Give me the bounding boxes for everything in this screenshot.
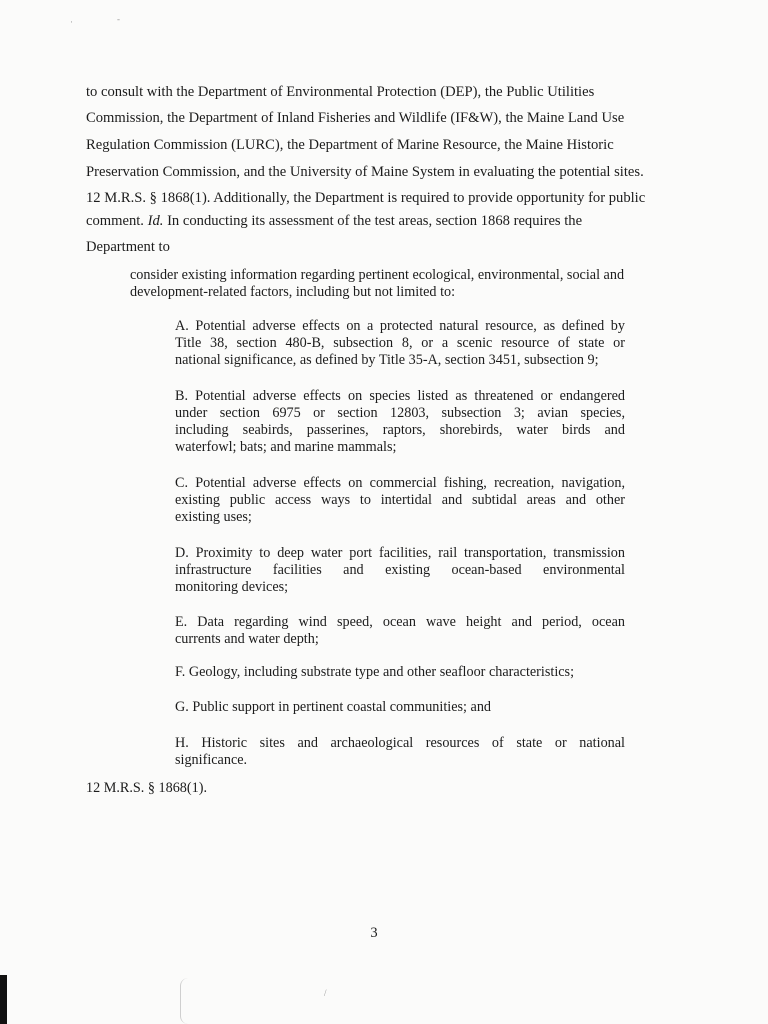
- list-item-e: [175, 614, 625, 648]
- item-line: H. Historic sites and archaeological resources of state or national: [175, 735, 625, 751]
- item-line: significance.: [175, 752, 248, 768]
- page-number: 3: [370, 925, 378, 941]
- item-line: existing public access ways to intertidal and subtidal areas and other: [175, 492, 625, 508]
- item-line: waterfowl; bats; and marine mammals;: [175, 439, 397, 455]
- body-text: comment.: [86, 213, 148, 229]
- item-line: currents and water depth;: [175, 631, 319, 647]
- item-line: infrastructure facilities and existing ocean-based environmental: [175, 562, 625, 578]
- item-line: including seabirds, passerines, raptors, shorebirds, water birds and: [175, 422, 625, 438]
- body-line: Commission, the Department of Inland Fisheries and Wildlife (IF&W), the Maine Land Use: [86, 110, 625, 126]
- scan-speck: ·: [70, 17, 73, 27]
- item-line: Title 38, section 480-B, subsection 8, or a scenic resource of state or: [175, 335, 625, 351]
- body-text: In conducting its assessment of the test areas, section 1868 requires the: [163, 213, 583, 229]
- item-line: B. Potential adverse effects on species listed as threatened or endangered: [175, 388, 625, 404]
- item-line: existing uses;: [175, 509, 252, 525]
- list-item-d: [175, 545, 625, 596]
- body-line: Regulation Commission (LURC), the Department of Marine Resource, the Maine Historic: [86, 137, 614, 153]
- body-line: Department to: [86, 239, 170, 255]
- statute-citation: 12 M.R.S. § 1868(1).: [86, 780, 207, 796]
- item-line: under section 6975 or section 12803, subsection 3; avian species,: [175, 405, 625, 421]
- body-line: [86, 212, 582, 230]
- item-line: C. Potential adverse effects on commercial fishing, recreation, navigation,: [175, 475, 625, 491]
- body-line: Preservation Commission, and the University of Maine System in evaluating the potential sites.: [86, 164, 644, 180]
- scan-speck: /: [324, 988, 327, 998]
- item-line: A. Potential adverse effects on a protected natural resource, as defined by: [175, 318, 625, 334]
- quote-line: consider existing information regarding pertinent ecological, environmental, social and: [130, 267, 625, 283]
- id-citation: Id.: [147, 213, 164, 229]
- body-line: to consult with the Department of Environmental Protection (DEP), the Public Utilities: [86, 84, 595, 100]
- item-line: monitoring devices;: [175, 579, 289, 595]
- list-item-f: [175, 664, 625, 681]
- quote-line: development-related factors, including but not limited to:: [130, 284, 456, 300]
- scan-artifact: [180, 978, 191, 1024]
- list-item-b: [175, 388, 625, 456]
- scan-edge: [0, 975, 7, 1024]
- item-line: F. Geology, including substrate type and other seafloor characteristics;: [175, 664, 575, 680]
- list-item-h: [175, 735, 625, 769]
- list-item-c: [175, 475, 625, 526]
- body-line: 12 M.R.S. § 1868(1). Additionally, the Department is required to provide opportunity for public: [86, 190, 646, 206]
- item-line: G. Public support in pertinent coastal communities; and: [175, 699, 492, 715]
- list-item-a: [175, 318, 625, 369]
- item-line: E. Data regarding wind speed, ocean wave height and period, ocean: [175, 614, 625, 630]
- item-line: national significance, as defined by Title 35-A, section 3451, subsection 9;: [175, 352, 599, 368]
- item-line: D. Proximity to deep water port facilities, rail transportation, transmission: [175, 545, 625, 561]
- list-item-g: [175, 699, 625, 716]
- scan-speck: -: [117, 14, 120, 24]
